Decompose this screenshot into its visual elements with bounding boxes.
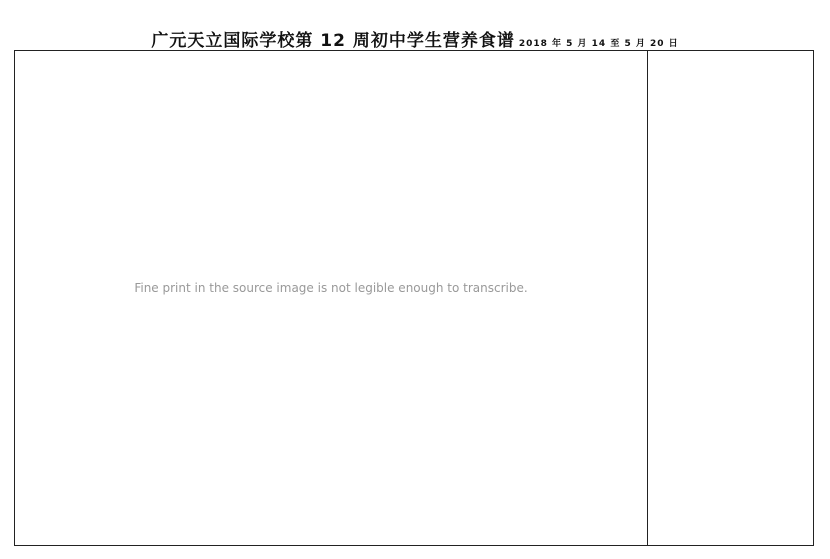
page-title <box>0 26 830 51</box>
menu-table-frame <box>14 50 814 546</box>
frame-divider <box>647 51 648 545</box>
illegible-notice: Fine print in the source image is not legible enough to transcribe. <box>134 281 528 295</box>
title-text: 广元天立国际学校第 12 周初中学生营养食谱 <box>151 31 515 51</box>
date-range: 2018 年 5 月 14 至 5 月 20 日 <box>518 39 679 49</box>
